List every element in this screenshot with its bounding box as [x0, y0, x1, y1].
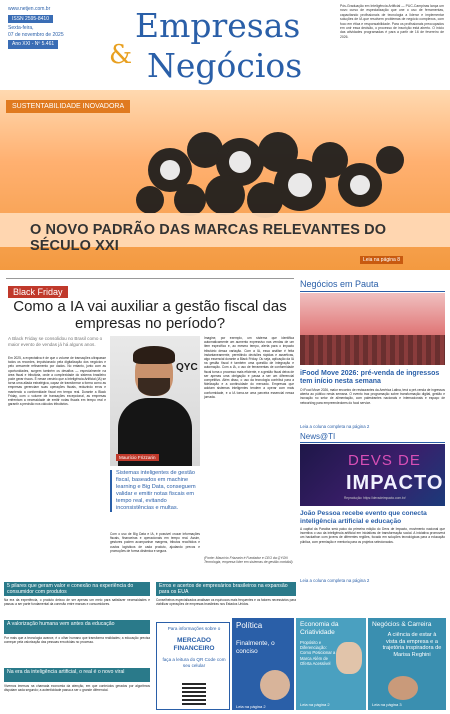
logo-word-2: Negócios	[147, 46, 303, 85]
brief-3-body: Vivemos imersos na chamada economia da atenção, em que conteúdos gerados por algoritmos disputam cada segundo; a autenticidade passa a ser o grande diferencial.	[4, 684, 150, 693]
news-ti-read-more[interactable]: Leia a coluna completa na página 2	[300, 578, 370, 583]
carreira-heading: Negócios & Carreira	[372, 621, 432, 628]
economia-heading: Economia da Criatividade	[300, 621, 339, 636]
carreira-read-more[interactable]: Leia na página 3	[372, 702, 402, 707]
photo-beard	[138, 378, 170, 396]
site-url[interactable]: www.netjen.com.br	[8, 6, 51, 12]
qr-promo-box[interactable]	[156, 622, 230, 710]
brief-3-title[interactable]: Na era da inteligência artificial, o real é o novo viral	[4, 668, 150, 682]
header-right-note: Pós-Graduação em Inteligência Artificial — PUC-Campinas lança um novo curso de especialização que une o uso de ferramentas, capacitando profissionais de tecnologia a liderar e implementar soluções de IA que resolvem problemas de negócio complexos, com foco em ética e responsabilidade. Para os profissionais preocupados em unir essa decisão, o processo de inscrição está aberto. O início das atividades programadas é para a partir de 16 de fevereiro de 2026.	[340, 4, 444, 39]
politica-text: Finalmente, o conciso	[236, 640, 275, 655]
devs-de-impacto-image	[300, 444, 445, 506]
economia-box[interactable]	[296, 618, 366, 710]
crowd-graphic	[300, 335, 445, 365]
edition-badge: Ano XXI - Nº 5.461	[8, 40, 58, 49]
article-source-credit: (Fonte: Maurício Frizzarin é Fundador e CEO da QYON Tecnologia, empresa líder em sistemas de gestão contábil).	[204, 556, 294, 565]
columnist-photo	[260, 670, 290, 700]
columnist-photo	[336, 642, 362, 674]
brief-1-body: Na era da experiência, o produto deixou de ser apenas um meio para satisfazer necessidades e passou a ser parte fundamental da conexão entre marcas e consumidores.	[4, 598, 150, 607]
divider	[6, 278, 294, 279]
section-heading-negocios-pauta: Negócios em Pauta	[300, 279, 445, 292]
qr-intro: Para informações sobre o	[167, 626, 221, 631]
news-ti-body: A capital da Paraíba será palco da primeira edição do Devs de Impacto, movimento nacional que incentiva o uso da inteligência artificial em iniciativas de transformação social. A iniciativa promoverá um hackathon com jovens de diferentes regiões, focado em soluções tecnológicas para a educação pública, com premiação e mentoria para os projetos selecionados.	[300, 527, 445, 544]
masthead-info	[8, 6, 82, 49]
qr-headline: MERCADO FINANCEIRO	[173, 637, 215, 652]
article-column-1: Em 2025, a expectativa é de que o volume de transações ultrapasse todos os recordes, impulsionado pela digitalização dos negócios e pelo crescente refinamento por dados. No entanto, junto com as oportunidades, surgem também os desafios — especialmente na área fiscal e tributária, onde a complexidade do sistema brasileiro pode gerar riscos. É nesse cenário que a Inteligência Artificial (IA) se torna uma aliada estratégica, capaz de transformar a forma como as empresas gerenciam suas operações fiscais, reduzindo erros e mantendo a conformidade fiscal em tempo real. Durante a Black Friday, com o volume de transações excepcional, as empresas enfrentam a necessidade de emitir notas fiscais em tempo real e garantir a precisão nos cálculos tributários.	[8, 356, 106, 407]
brief-4-body: Conselheiros especializados analisam os equívocos mais frequentes e os fatores necessários para viabilizar operações de empresas brasileiras nos Estados Unidos.	[156, 598, 296, 607]
qr-instruction: faça a leitura do QR Code com seu celular	[162, 657, 226, 668]
photo-caption: Maurício Frizzarin	[116, 454, 159, 461]
photo-logo: QYC	[176, 362, 198, 373]
carreira-text: A ciência de estar à vista da empresa e a trajetória inspiradora de Marisa Reghini	[382, 632, 442, 658]
politica-box[interactable]	[232, 618, 294, 710]
article-lede: A Black Friday se consolidou no Brasil como o maior evento de vendas já há alguns anos.	[8, 336, 103, 347]
brief-2-body: Por mais que a tecnologia avance, é o olhar humano que transforma realidades; a educação precisa começar pela valorização das pessoas envolvidas no processo.	[4, 636, 150, 645]
issn-badge: ISSN 2595-8410	[8, 15, 53, 24]
banner-tag: SUSTENTABILIDADE INOVADORA	[6, 100, 130, 113]
logo-ampersand: &	[109, 40, 133, 70]
politica-read-more[interactable]: Leia na página 2	[236, 704, 266, 709]
newspaper-logo	[105, 6, 335, 90]
article-column-2: Com o uso de Big Data e IA, é possível cruzar informações fiscais, financeiras e operacionais em tempo real. Assim, gestores podem acompanhar margens, tributos recolhidos e custos logísticos de cada produto, ajudando precos e promoções de forma dinâmica e segura.	[110, 532, 200, 553]
pull-quote: Sistemas inteligentes de gestão fiscal, baseados em machine learning e Big Data, conseguem validar e emitir notas fiscais em tempo real, evitando inconsistências e multas.	[110, 470, 200, 512]
banner-headline[interactable]: O NOVO PADRÃO DAS MARCAS RELEVANTES DO SÉCULO XXI	[30, 222, 387, 254]
section-tag-black-friday: Black Friday	[8, 286, 68, 298]
article-column-3: Imagine, por exemplo, um sistema que identifica automaticamente um aumento expressivo nas vendas de um item específico e, ao mesmo tempo, alerta para o impacto tributário dessa variação. Com a IA, essa análise é feita instantaneamente, permitindo decisões rápidas e assertivas, algo essencial durante a Black Friday. Ou seja, aplicação da IA na gestão fiscal é também uma questão de integração e automação. Com a IA, o uso de ferramentas de conformidade fiscal torna o processo mais eficiente, e a gestão fiscal deixa de ser apenas uma obrigação e passa a ser um diferencial competitivo. Além disso, o uso da tecnologia contribui para a fidelização e a continuidade do mercado. Empresas que adotam sistemas inteligentes tendem a operar com mais conformidade, e a IA torna-se uma parceira essencial nessa jornada.	[204, 336, 295, 399]
logo-word-1: Empresas	[135, 6, 301, 45]
politica-heading: Política	[236, 621, 263, 630]
news-ti-headline[interactable]: João Pessoa recebe evento que conecta inteligência artificial e educação	[300, 510, 427, 525]
photo-hair	[133, 346, 175, 364]
negocios-pauta-read-more[interactable]: Leia a coluna completa na página 2	[300, 424, 370, 429]
qr-code-icon[interactable]	[182, 681, 206, 705]
banner-read-more[interactable]: Leia na página 8	[360, 256, 403, 264]
image-credit: Reprodução: https://devsdeimpacto.com.br/	[344, 496, 406, 500]
date-line-1: Sexta-feira,	[8, 25, 34, 31]
image-text-line-1: DEVS DE	[348, 452, 421, 469]
article-headline[interactable]: Como a IA vai auxiliar a gestão fiscal das empresas no período?	[13, 298, 287, 332]
brief-2-title[interactable]: A valorização humana vem antes da educação	[4, 620, 150, 634]
date-line-2: 07 de novembro de 2025	[8, 31, 64, 38]
image-text-line-2: IMPACTO	[346, 472, 444, 494]
economia-text: Propósito e Diferenciação: Como Posicionar a Marca Além de Oferta Acessível	[300, 640, 336, 666]
brief-4-title[interactable]: Erros e acertos de empresários brasileiros na expansão para os EUA	[156, 582, 296, 596]
section-heading-news-ti: News@TI	[300, 432, 445, 443]
carreira-box[interactable]	[368, 618, 446, 710]
author-photo	[110, 336, 200, 466]
negocios-pauta-headline[interactable]: iFood Move 2026: pré-venda de ingressos tem início nesta semana	[300, 370, 440, 385]
ifood-event-image	[300, 293, 445, 365]
economia-read-more[interactable]: Leia na página 2	[300, 702, 330, 707]
columnist-photo	[388, 676, 418, 700]
brief-1-title[interactable]: 5 pilares que geram valor e conexão na experiência do consumidor com produtos	[4, 582, 150, 596]
negocios-pauta-body: O iFood Move 2026, maior encontro de restaurantes da América Latina, terá a pré-venda de ingressos aberta ao público nesta semana. O evento traz programação sobre transformação digital, gestão e inovação no setor de alimentação, com palestrantes nacionais e internacionais e espaço de networking para empreendedores do food service.	[300, 388, 445, 405]
